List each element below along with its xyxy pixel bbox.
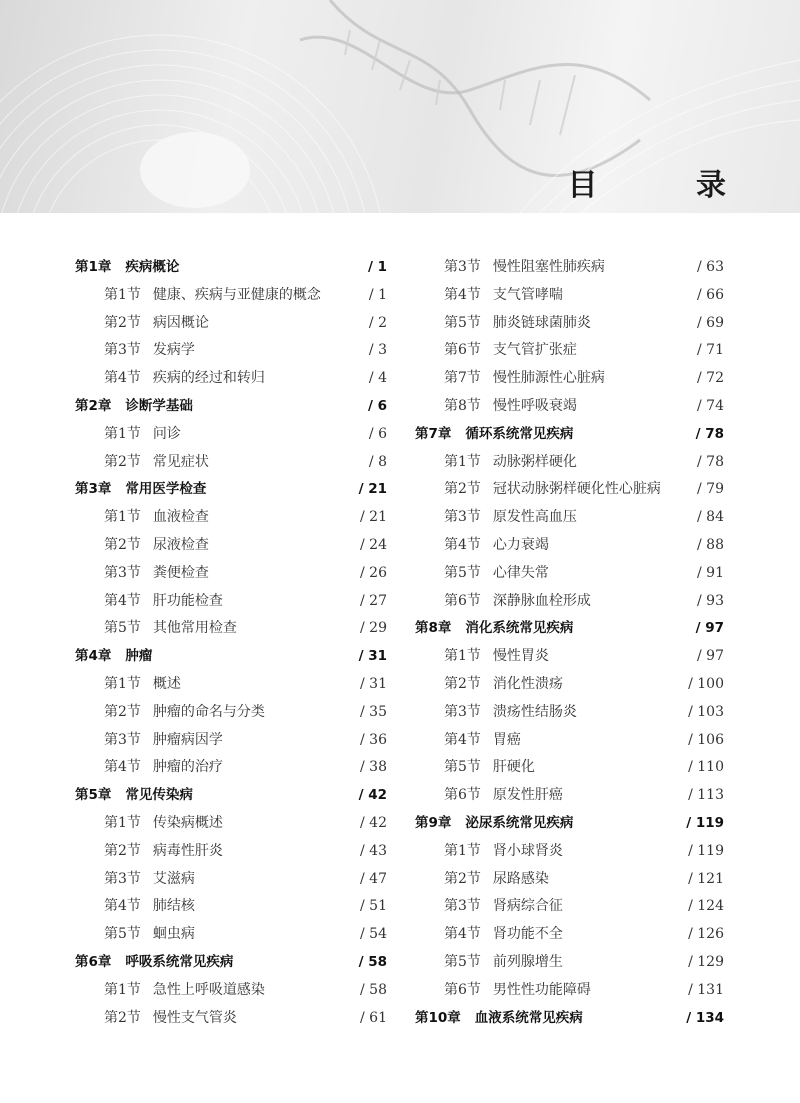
section-title: 男性性功能障碍 xyxy=(492,981,591,998)
toc-section-row[interactable] xyxy=(415,532,724,560)
chapter-title: 呼吸系统常见疾病 xyxy=(125,953,234,970)
section-number: 第1节 xyxy=(104,675,141,692)
toc-section-row[interactable] xyxy=(75,838,387,866)
section-title: 问诊 xyxy=(152,425,181,442)
page-number: / 31 xyxy=(358,648,387,665)
section-title: 慢性阻塞性肺疾病 xyxy=(492,259,605,275)
page-number: / 131 xyxy=(688,981,724,998)
chapter-number: 第3章 xyxy=(75,481,112,498)
page-number: / 6 xyxy=(367,397,387,414)
page-number: / 124 xyxy=(688,898,724,915)
section-number: 第1节 xyxy=(444,842,481,859)
toc-section-row[interactable] xyxy=(415,254,724,282)
page-number: / 69 xyxy=(697,314,724,331)
section-title: 胃癌 xyxy=(492,731,521,748)
section-title: 冠状动脉粥样硬化性心脏病 xyxy=(492,481,661,498)
page-number: / 119 xyxy=(686,814,724,831)
toc-section-row[interactable] xyxy=(415,560,724,588)
toc-section-row[interactable] xyxy=(415,671,724,699)
toc-section-row[interactable] xyxy=(75,699,387,727)
page-number: / 100 xyxy=(688,675,724,692)
toc-section-row[interactable] xyxy=(75,977,387,1005)
toc-section-row[interactable] xyxy=(415,699,724,727)
toc-section-row[interactable] xyxy=(75,1005,387,1033)
section-number: 第2节 xyxy=(444,675,481,692)
page-number: / 1 xyxy=(367,259,387,275)
page-number: / 31 xyxy=(360,675,387,692)
toc-section-row[interactable] xyxy=(75,282,387,310)
section-title: 慢性呼吸衰竭 xyxy=(492,397,577,414)
page-number: / 103 xyxy=(688,703,724,720)
section-number: 第3节 xyxy=(104,342,141,359)
section-number: 第3节 xyxy=(104,731,141,748)
section-title: 消化性溃疡 xyxy=(492,675,563,692)
section-title: 尿液检查 xyxy=(152,536,209,553)
chapter-number: 第6章 xyxy=(75,953,112,970)
toc-section-row[interactable] xyxy=(415,588,724,616)
chapter-number: 第7章 xyxy=(415,425,452,442)
section-number: 第2节 xyxy=(444,481,481,498)
toc-section-row[interactable] xyxy=(415,949,724,977)
section-number: 第2节 xyxy=(104,703,141,720)
section-number: 第2节 xyxy=(104,536,141,553)
section-title: 疾病的经过和转归 xyxy=(152,370,265,387)
chapter-number: 第8章 xyxy=(415,620,452,637)
section-number: 第3节 xyxy=(444,703,481,720)
section-number: 第5节 xyxy=(444,564,481,581)
page-number: / 43 xyxy=(360,842,387,859)
section-number: 第3节 xyxy=(444,509,481,526)
toc-section-row[interactable] xyxy=(415,365,724,393)
section-number: 第8节 xyxy=(444,397,481,414)
toc-column-right xyxy=(415,254,724,1032)
section-title: 肝功能检查 xyxy=(152,592,223,609)
chapter-title: 循环系统常见疾病 xyxy=(465,425,574,442)
section-title: 心力衰竭 xyxy=(492,536,549,553)
section-number: 第2节 xyxy=(104,842,141,859)
page-number: / 78 xyxy=(695,425,724,442)
section-title: 支气管哮喘 xyxy=(492,286,563,303)
section-title: 其他常用检查 xyxy=(152,620,237,637)
toc-section-row[interactable] xyxy=(75,615,387,643)
page-number: / 63 xyxy=(697,259,724,275)
section-title: 肾功能不全 xyxy=(492,926,563,943)
section-number: 第4节 xyxy=(104,759,141,776)
page-number: / 2 xyxy=(368,314,387,331)
page-title: 目 录 xyxy=(567,168,770,203)
toc-section-row[interactable] xyxy=(415,921,724,949)
section-number: 第6节 xyxy=(444,981,481,998)
page-number: / 6 xyxy=(368,425,387,442)
section-title: 艾滋病 xyxy=(152,870,195,887)
section-number: 第5节 xyxy=(104,620,141,637)
page-number: / 54 xyxy=(360,926,387,943)
header-banner xyxy=(0,0,800,213)
section-number: 第1节 xyxy=(104,981,141,998)
page-number: / 27 xyxy=(360,592,387,609)
section-title: 急性上呼吸道感染 xyxy=(152,981,265,998)
section-title: 病毒性肝炎 xyxy=(152,842,223,859)
toc-section-row[interactable] xyxy=(415,643,724,671)
page-number: / 21 xyxy=(360,509,387,526)
page-number: / 26 xyxy=(360,564,387,581)
toc-section-row[interactable] xyxy=(75,449,387,477)
page-number: / 47 xyxy=(360,870,387,887)
section-number: 第5节 xyxy=(444,314,481,331)
section-title: 尿路感染 xyxy=(492,870,549,887)
toc-section-row[interactable] xyxy=(415,393,724,421)
page-number: / 51 xyxy=(360,898,387,915)
section-number: 第7节 xyxy=(444,370,481,387)
section-title: 健康、疾病与亚健康的概念 xyxy=(152,286,321,303)
chapter-number: 第10章 xyxy=(415,1009,461,1026)
section-title: 支气管扩张症 xyxy=(492,342,577,359)
page-number: / 3 xyxy=(368,342,387,359)
page-number: / 71 xyxy=(697,342,724,359)
toc-section-row[interactable] xyxy=(415,449,724,477)
toc-section-row[interactable] xyxy=(415,977,724,1005)
section-number: 第3节 xyxy=(444,898,481,915)
toc-section-row[interactable] xyxy=(415,727,724,755)
section-title: 肾病综合征 xyxy=(492,898,563,915)
page-number: / 78 xyxy=(697,453,724,470)
toc-section-row[interactable] xyxy=(75,365,387,393)
toc-chapter-row[interactable] xyxy=(75,393,387,421)
toc-chapter-row[interactable] xyxy=(75,782,387,810)
section-number: 第2节 xyxy=(444,870,481,887)
section-title: 病因概论 xyxy=(152,314,209,331)
section-title: 心律失常 xyxy=(492,564,549,581)
section-number: 第2节 xyxy=(104,1009,141,1026)
chapter-title: 肿瘤 xyxy=(125,648,153,665)
section-number: 第1节 xyxy=(444,453,481,470)
section-number: 第4节 xyxy=(444,286,481,303)
chapter-title: 血液系统常见疾病 xyxy=(474,1009,583,1026)
section-number: 第4节 xyxy=(104,370,141,387)
toc-section-row[interactable] xyxy=(415,310,724,338)
section-title: 原发性肝癌 xyxy=(492,787,563,804)
toc-section-row[interactable] xyxy=(415,337,724,365)
section-title: 动脉粥样硬化 xyxy=(492,453,577,470)
section-title: 血液检查 xyxy=(152,509,209,526)
toc-section-row[interactable] xyxy=(75,893,387,921)
page-number: / 93 xyxy=(697,592,724,609)
section-number: 第1节 xyxy=(444,648,481,665)
toc-section-row[interactable] xyxy=(415,476,724,504)
section-title: 肿瘤病因学 xyxy=(152,731,223,748)
chapter-title: 诊断学基础 xyxy=(125,397,193,414)
page-number: / 113 xyxy=(688,787,724,804)
toc-section-row[interactable] xyxy=(415,504,724,532)
section-number: 第6节 xyxy=(444,342,481,359)
page-number: / 4 xyxy=(368,370,387,387)
chapter-number: 第4章 xyxy=(75,648,112,665)
page-number: / 58 xyxy=(360,981,387,998)
section-title: 溃疡性结肠炎 xyxy=(492,703,577,720)
toc-chapter-row[interactable] xyxy=(75,949,387,977)
section-number: 第4节 xyxy=(104,592,141,609)
page-number: / 134 xyxy=(686,1009,724,1026)
toc-section-row[interactable] xyxy=(75,921,387,949)
toc-section-row[interactable] xyxy=(75,337,387,365)
toc-section-row[interactable] xyxy=(415,893,724,921)
section-number: 第3节 xyxy=(104,564,141,581)
toc-chapter-row[interactable] xyxy=(415,421,724,449)
page-number: / 74 xyxy=(697,397,724,414)
page-number: / 121 xyxy=(688,870,724,887)
page-number: / 1 xyxy=(368,286,387,303)
section-number: 第2节 xyxy=(104,453,141,470)
toc-section-row[interactable] xyxy=(415,782,724,810)
section-number: 第1节 xyxy=(104,509,141,526)
section-title: 粪便检查 xyxy=(152,564,209,581)
chapter-number: 第5章 xyxy=(75,787,112,804)
section-number: 第1节 xyxy=(104,814,141,831)
page-number: / 8 xyxy=(368,453,387,470)
page-number: / 119 xyxy=(688,842,724,859)
section-title: 肺炎链球菌肺炎 xyxy=(492,314,591,331)
page-number: / 126 xyxy=(688,926,724,943)
section-number: 第2节 xyxy=(104,314,141,331)
section-number: 第4节 xyxy=(444,536,481,553)
toc-chapter-row[interactable] xyxy=(415,810,724,838)
toc-section-row[interactable] xyxy=(75,560,387,588)
page-number: / 38 xyxy=(360,759,387,776)
section-title: 肺结核 xyxy=(152,898,195,915)
page-number: / 58 xyxy=(358,953,387,970)
section-title: 概述 xyxy=(152,675,181,692)
toc-section-row[interactable] xyxy=(75,421,387,449)
section-title: 肿瘤的命名与分类 xyxy=(152,703,265,720)
chapter-number: 第1章 xyxy=(75,259,112,275)
page-number: / 106 xyxy=(688,731,724,748)
chapter-title: 常见传染病 xyxy=(125,787,193,804)
page-number: / 35 xyxy=(360,703,387,720)
toc-section-row[interactable] xyxy=(415,754,724,782)
section-number: 第1节 xyxy=(104,425,141,442)
section-number: 第6节 xyxy=(444,787,481,804)
page-number: / 88 xyxy=(697,536,724,553)
section-number: 第6节 xyxy=(444,592,481,609)
section-number: 第5节 xyxy=(444,953,481,970)
page-number: / 129 xyxy=(688,953,724,970)
section-number: 第4节 xyxy=(444,731,481,748)
page-number: / 42 xyxy=(358,787,387,804)
section-number: 第4节 xyxy=(104,898,141,915)
toc-section-row[interactable] xyxy=(415,838,724,866)
chapter-title: 消化系统常见疾病 xyxy=(465,620,574,637)
toc-chapter-row[interactable] xyxy=(75,476,387,504)
page-number: / 97 xyxy=(695,620,724,637)
toc-section-row[interactable] xyxy=(75,310,387,338)
page-number: / 79 xyxy=(697,481,724,498)
section-title: 常见症状 xyxy=(152,453,209,470)
chapter-title: 常用医学检查 xyxy=(125,481,207,498)
page-number: / 61 xyxy=(360,1009,387,1026)
section-number: 第4节 xyxy=(444,926,481,943)
section-title: 肿瘤的治疗 xyxy=(152,759,223,776)
section-title: 慢性支气管炎 xyxy=(152,1009,237,1026)
toc-section-row[interactable] xyxy=(75,754,387,782)
toc-column-left xyxy=(75,254,387,1032)
section-title: 前列腺增生 xyxy=(492,953,563,970)
toc-section-row[interactable] xyxy=(75,532,387,560)
toc-chapter-row[interactable] xyxy=(75,254,387,282)
page-number: / 110 xyxy=(688,759,724,776)
section-title: 原发性高血压 xyxy=(492,509,577,526)
section-number: 第3节 xyxy=(444,259,481,275)
section-title: 传染病概述 xyxy=(152,814,223,831)
chapter-number: 第2章 xyxy=(75,397,112,414)
section-title: 慢性胃炎 xyxy=(492,648,549,665)
section-number: 第5节 xyxy=(444,759,481,776)
page-number: / 24 xyxy=(360,536,387,553)
chapter-number: 第9章 xyxy=(415,814,452,831)
section-number: 第3节 xyxy=(104,870,141,887)
section-title: 发病学 xyxy=(152,342,195,359)
page-number: / 97 xyxy=(697,648,724,665)
toc-section-row[interactable] xyxy=(75,866,387,894)
page-number: / 36 xyxy=(360,731,387,748)
chapter-title: 泌尿系统常见疾病 xyxy=(465,814,574,831)
toc-chapter-row[interactable] xyxy=(75,643,387,671)
toc-section-row[interactable] xyxy=(75,671,387,699)
toc-section-row[interactable] xyxy=(415,866,724,894)
page-number: / 42 xyxy=(360,814,387,831)
page-number: / 66 xyxy=(697,286,724,303)
section-title: 慢性肺源性心脏病 xyxy=(492,370,605,387)
toc-chapter-row[interactable] xyxy=(415,1005,724,1033)
section-number: 第5节 xyxy=(104,926,141,943)
section-title: 肾小球肾炎 xyxy=(492,842,563,859)
page-number: / 84 xyxy=(697,509,724,526)
page-number: / 21 xyxy=(358,481,387,498)
toc-chapter-row[interactable] xyxy=(415,615,724,643)
toc-section-row[interactable] xyxy=(75,588,387,616)
toc-section-row[interactable] xyxy=(415,282,724,310)
section-title: 蛔虫病 xyxy=(152,926,195,943)
section-title: 肝硬化 xyxy=(492,759,535,776)
page-number: / 72 xyxy=(697,370,724,387)
toc-section-row[interactable] xyxy=(75,727,387,755)
chapter-title: 疾病概论 xyxy=(125,259,180,275)
page-number: / 29 xyxy=(360,620,387,637)
page-number: / 91 xyxy=(697,564,724,581)
toc-section-row[interactable] xyxy=(75,504,387,532)
section-title: 深静脉血栓形成 xyxy=(492,592,591,609)
section-number: 第1节 xyxy=(104,286,141,303)
toc-section-row[interactable] xyxy=(75,810,387,838)
